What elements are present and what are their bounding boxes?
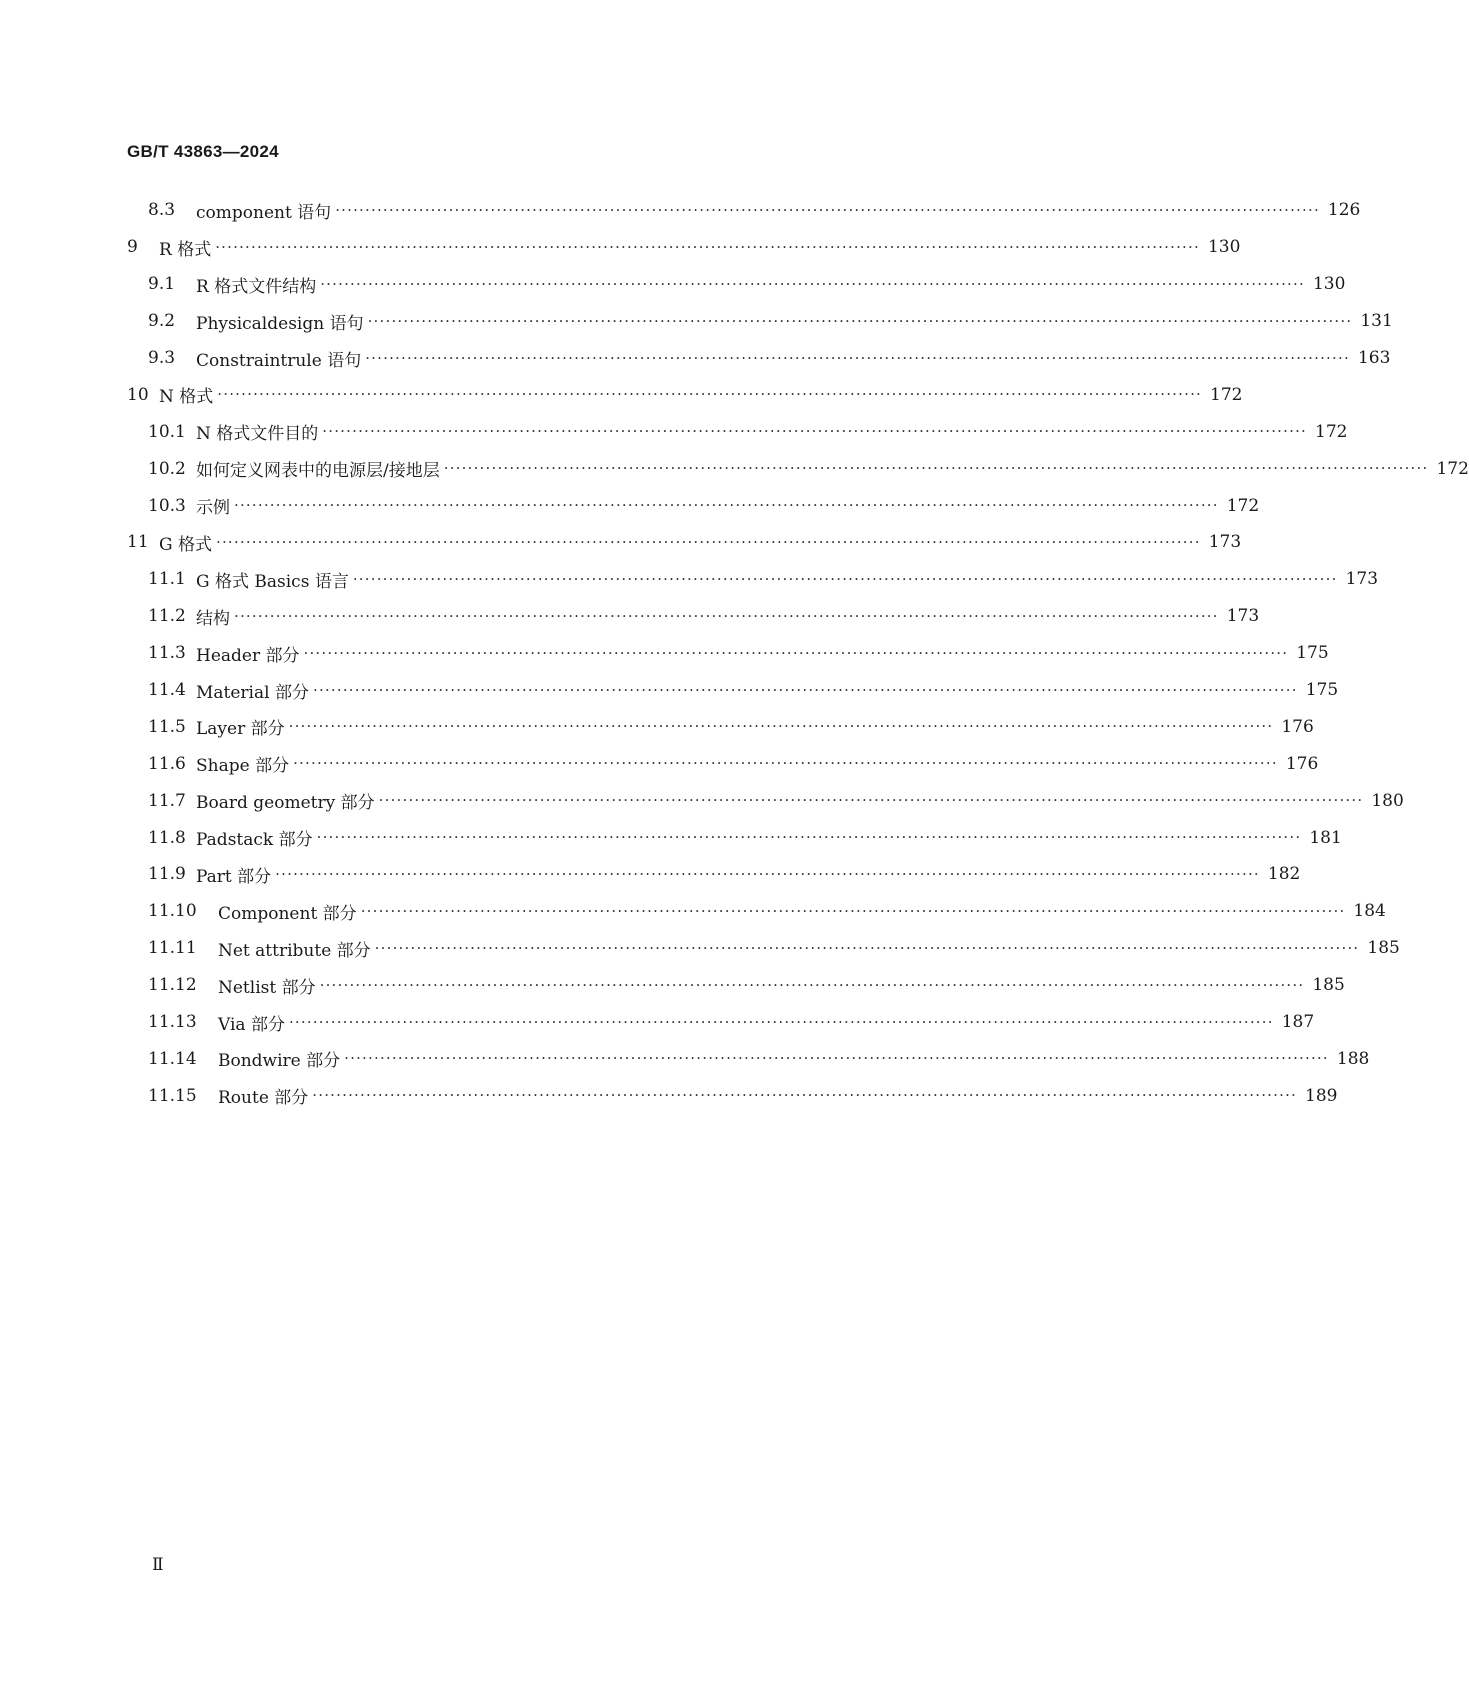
toc-dot-leader: ····································································································································································· <box>360 901 1346 920</box>
toc-entry-page: 188 <box>1336 1048 1370 1069</box>
toc-entry-title: Net attribute 部分 <box>218 940 371 961</box>
toc-entry-title: Component 部分 <box>218 903 357 924</box>
toc-entry-page: 189 <box>1305 1085 1338 1106</box>
toc-entry-11-6[interactable] <box>127 745 1319 782</box>
toc-entry-11-14[interactable] <box>127 1040 1370 1077</box>
toc-entry-page: 163 <box>1357 348 1391 368</box>
toc-entry-11-11[interactable] <box>127 930 1400 967</box>
standard-code-header: GB/T 43863—2024 <box>127 142 279 161</box>
toc-entry-number: 11.5 <box>148 716 186 737</box>
toc-entry-number: 9 <box>127 237 138 258</box>
toc-entry-10[interactable] <box>127 376 1243 413</box>
toc-entry-page: 181 <box>1309 827 1342 848</box>
toc-entry-number: 10.3 <box>148 495 186 516</box>
toc-entry-page: 175 <box>1296 643 1329 664</box>
toc-entry-page: 173 <box>1345 569 1379 590</box>
toc-dot-leader: ····································································································································································· <box>234 606 1219 625</box>
toc-dot-leader: ····································································································································································· <box>322 422 1308 441</box>
toc-entry-title: Route 部分 <box>218 1088 309 1109</box>
toc-entry-8-3[interactable] <box>127 192 1361 229</box>
toc-dot-leader: ····································································································································································· <box>312 1086 1298 1105</box>
toc-entry-10-3[interactable] <box>127 487 1260 524</box>
toc-entry-number: 11.3 <box>148 643 186 664</box>
toc-dot-leader: ····································································································································································· <box>335 200 1320 219</box>
toc-dot-leader: ····································································································································································· <box>344 1049 1329 1068</box>
toc-entry-number: 11 <box>127 532 149 553</box>
toc-entry-9-2[interactable] <box>127 303 1393 340</box>
toc-entry-number: 11.8 <box>148 827 186 848</box>
toc-dot-leader: ····································································································································································· <box>378 791 1364 810</box>
toc-entry-number: 9.3 <box>148 348 176 368</box>
toc-entry-page: 131 <box>1360 311 1393 332</box>
toc-dot-leader: ····································································································································································· <box>293 754 1278 773</box>
toc-dot-leader: ····································································································································································· <box>303 643 1289 662</box>
toc-entry-page: 172 <box>1210 384 1243 405</box>
toc-entry-11-10[interactable] <box>127 893 1386 930</box>
toc-dot-leader: ····································································································································································· <box>319 975 1305 994</box>
toc-entry-page: 180 <box>1371 790 1404 811</box>
toc-entry-11-1[interactable] <box>127 561 1379 598</box>
toc-entry-title: Bondwire 部分 <box>218 1051 341 1072</box>
toc-entry-number: 10.1 <box>148 421 186 442</box>
toc-entry-title: Padstack 部分 <box>196 830 313 851</box>
toc-dot-leader: ····································································································································································· <box>215 237 1200 256</box>
toc-entry-11-5[interactable] <box>127 708 1314 745</box>
toc-entry-number: 9.1 <box>148 274 176 295</box>
toc-entry-number: 11.13 <box>148 1012 197 1033</box>
toc-entry-11-3[interactable] <box>127 635 1329 672</box>
toc-entry-number: 10.2 <box>148 458 186 479</box>
toc-entry-title: Shape 部分 <box>196 756 290 777</box>
toc-entry-number: 9.2 <box>148 311 176 332</box>
toc-entry-number: 11.11 <box>148 938 197 959</box>
toc-dot-leader: ····································································································································································· <box>288 717 1274 736</box>
toc-entry-number: 11.7 <box>148 790 186 811</box>
toc-entry-page: 130 <box>1207 237 1241 258</box>
toc-entry-title: G 格式 <box>159 534 212 555</box>
toc-entry-page: 126 <box>1327 200 1361 221</box>
toc-entry-11-7[interactable] <box>127 782 1404 819</box>
toc-dot-leader: ····································································································································································· <box>352 569 1338 588</box>
toc-dot-leader: ····································································································································································· <box>234 496 1219 515</box>
toc-entry-number: 11.15 <box>148 1085 197 1106</box>
toc-entry-number: 11.12 <box>148 975 197 996</box>
toc-entry-title: R 格式文件结构 <box>196 276 317 297</box>
toc-entry-title: Constraintrule 语句 <box>196 350 362 371</box>
toc-dot-leader: ····································································································································································· <box>320 274 1305 293</box>
toc-entry-page: 172 <box>1226 495 1260 516</box>
toc-entry-number: 11.1 <box>148 569 186 590</box>
toc-entry-9-3[interactable] <box>127 340 1391 377</box>
toc-entry-page: 176 <box>1285 753 1319 774</box>
toc-entry-11-4[interactable] <box>127 672 1339 709</box>
toc-dot-leader: ····································································································································································· <box>288 1012 1274 1031</box>
toc-entry-page: 173 <box>1208 532 1242 553</box>
toc-dot-leader: ····································································································································································· <box>365 348 1350 367</box>
toc-entry-title: Layer 部分 <box>196 719 285 740</box>
table-of-contents <box>127 192 1469 1114</box>
toc-entry-9-1[interactable] <box>127 266 1346 303</box>
toc-entry-number: 11.2 <box>148 606 186 627</box>
toc-entry-number: 8.3 <box>148 200 176 221</box>
toc-entry-page: 184 <box>1353 901 1386 922</box>
toc-entry-11-15[interactable] <box>127 1077 1338 1114</box>
toc-entry-title: Part 部分 <box>196 866 272 887</box>
toc-entry-title: Material 部分 <box>196 682 309 703</box>
toc-entry-title: G 格式 Basics 语言 <box>196 571 349 592</box>
toc-dot-leader: ····································································································································································· <box>374 938 1360 957</box>
toc-entry-title: R 格式 <box>159 239 212 260</box>
toc-entry-title: N 格式 <box>159 387 214 408</box>
toc-entry-title: 结构 <box>196 608 230 629</box>
toc-entry-title: Via 部分 <box>218 1014 285 1035</box>
toc-entry-title: Header 部分 <box>196 645 300 666</box>
toc-entry-11-2[interactable] <box>127 598 1260 635</box>
toc-dot-leader: ····································································································································································· <box>215 532 1201 551</box>
toc-entry-10-1[interactable] <box>127 413 1348 450</box>
toc-entry-11-12[interactable] <box>127 967 1345 1004</box>
toc-entry-page: 172 <box>1315 421 1348 442</box>
toc-dot-leader: ····································································································································································· <box>217 385 1203 404</box>
toc-entry-title: Netlist 部分 <box>218 977 316 998</box>
toc-entry-title: Board geometry 部分 <box>196 793 375 814</box>
toc-dot-leader: ····································································································································································· <box>316 828 1302 847</box>
toc-entry-page: 185 <box>1312 975 1345 996</box>
toc-entry-page: 185 <box>1367 938 1400 959</box>
toc-entry-title: Physicaldesign 语句 <box>196 313 364 334</box>
page-number: Ⅱ <box>152 1555 164 1575</box>
toc-entry-number: 11.9 <box>148 864 186 885</box>
toc-entry-10-2[interactable] <box>127 450 1469 487</box>
toc-dot-leader: ····································································································································································· <box>312 680 1298 699</box>
toc-entry-number: 11.6 <box>148 753 186 774</box>
toc-entry-page: 172 <box>1436 458 1469 479</box>
toc-entry-page: 130 <box>1312 274 1346 295</box>
toc-dot-leader: ····································································································································································· <box>275 864 1260 883</box>
toc-entry-page: 187 <box>1281 1012 1315 1033</box>
toc-entry-11-13[interactable] <box>127 1004 1315 1041</box>
toc-entry-number: 11.14 <box>148 1048 197 1069</box>
toc-entry-page: 175 <box>1305 680 1339 701</box>
toc-entry-title: 如何定义网表中的电源层/接地层 <box>196 461 440 482</box>
toc-entry-page: 173 <box>1226 606 1260 627</box>
toc-entry-page: 176 <box>1281 716 1314 737</box>
toc-dot-leader: ····································································································································································· <box>443 459 1429 478</box>
toc-entry-11-9[interactable] <box>127 856 1301 893</box>
toc-entry-number: 10 <box>127 384 149 405</box>
toc-entry-number: 11.4 <box>148 680 186 701</box>
toc-entry-11-8[interactable] <box>127 819 1342 856</box>
toc-entry-number: 11.10 <box>148 901 197 922</box>
toc-entry-title: N 格式文件目的 <box>196 424 319 445</box>
toc-entry-9[interactable] <box>127 229 1241 266</box>
toc-dot-leader: ····································································································································································· <box>367 311 1353 330</box>
toc-entry-11[interactable] <box>127 524 1242 561</box>
toc-entry-title: 示例 <box>196 498 230 519</box>
toc-entry-page: 182 <box>1267 864 1301 885</box>
toc-entry-title: component 语句 <box>196 202 332 223</box>
